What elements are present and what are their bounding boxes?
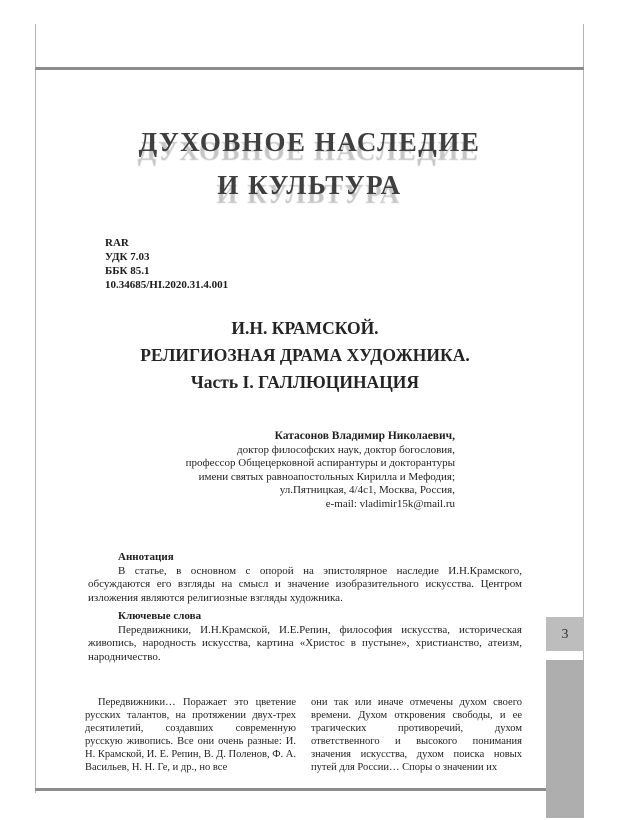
article-title (88, 315, 522, 396)
article-meta-block (105, 236, 228, 292)
page-number: 3 (561, 626, 569, 641)
article-title-line1: И.Н. КРАМСКОЙ. (231, 318, 379, 338)
keywords-section (88, 610, 522, 664)
page-number-box (546, 617, 584, 651)
abstract-heading: Аннотация (118, 551, 174, 563)
journal-section-title-line1: ДУХОВНОЕ НАСЛЕДИЕ (138, 127, 481, 157)
author-address-line: ул.Пятницкая, 4/4с1, Москва, Россия, (279, 484, 455, 496)
keywords-heading: Ключевые слова (118, 610, 202, 622)
article-title-line3: Часть I. ГАЛЛЮЦИНАЦИЯ (190, 372, 420, 392)
body-column-1: Передвижники… Поражает это цветение русских талантов, на протяжении двух-трех десятилетий, создавших современную русскую живопись. Все они очень разные: И. Н. Крамской, И. Е. Репин, В. Д. Поленов, Ф. А. Васильев, Н. Н. Ге, и др., но все (85, 697, 296, 773)
meta-bbk: ББК 85.1 (105, 265, 150, 277)
author-position-line: профессор Общецерковной аспирантуры и докторантуры (185, 457, 455, 469)
frame-bottom-rule (35, 788, 584, 791)
body-column-2: они так или иначе отмечены духом своего времени. Духом откровения свободы, и ее трагических противоречий, духом ответственного и высокого понимания значения искусства, духом поиска новых путей для России… Споры о значении их (311, 697, 522, 773)
author-degree-line: доктор философских наук, доктор богословия, (237, 443, 455, 456)
frame-top-rule (35, 67, 584, 70)
journal-section-title-line2: И КУЛЬТУРА (217, 170, 402, 200)
meta-udk: УДК 7.03 (105, 251, 150, 263)
author-email-line: e-mail: vladimir15k@mail.ru (325, 497, 455, 510)
abstract-section (88, 551, 522, 605)
author-block (88, 430, 455, 511)
author-name: Катасонов Владимир Николаевич, (274, 430, 455, 442)
abstract-text: В статье, в основном с опорой на эпистолярное наследие И.Н.Крамского, обсуждаются его взгляды на смысл и значение изобразительного искусства. Центром изложения являются религиозные взгляды художника. (88, 564, 522, 604)
body-text (85, 696, 522, 774)
author-institution-line: имени святых равноапостольных Кирилла и Мефодия; (198, 470, 455, 483)
meta-article-type: RAR (105, 237, 129, 249)
sidebar-gray-block (546, 660, 584, 818)
keywords-text: Передвижники, И.Н.Крамской, И.Е.Репин, философия искусства, историческая живопись, народность искусства, картина «Христос в пустыне», христианство, атеизм, народничество. (88, 623, 522, 663)
article-title-line2: РЕЛИГИОЗНАЯ ДРАМА ХУДОЖНИКА. (140, 345, 470, 365)
journal-section-title (35, 121, 584, 207)
meta-doi: 10.34685/HI.2020.31.4.001 (105, 279, 229, 291)
